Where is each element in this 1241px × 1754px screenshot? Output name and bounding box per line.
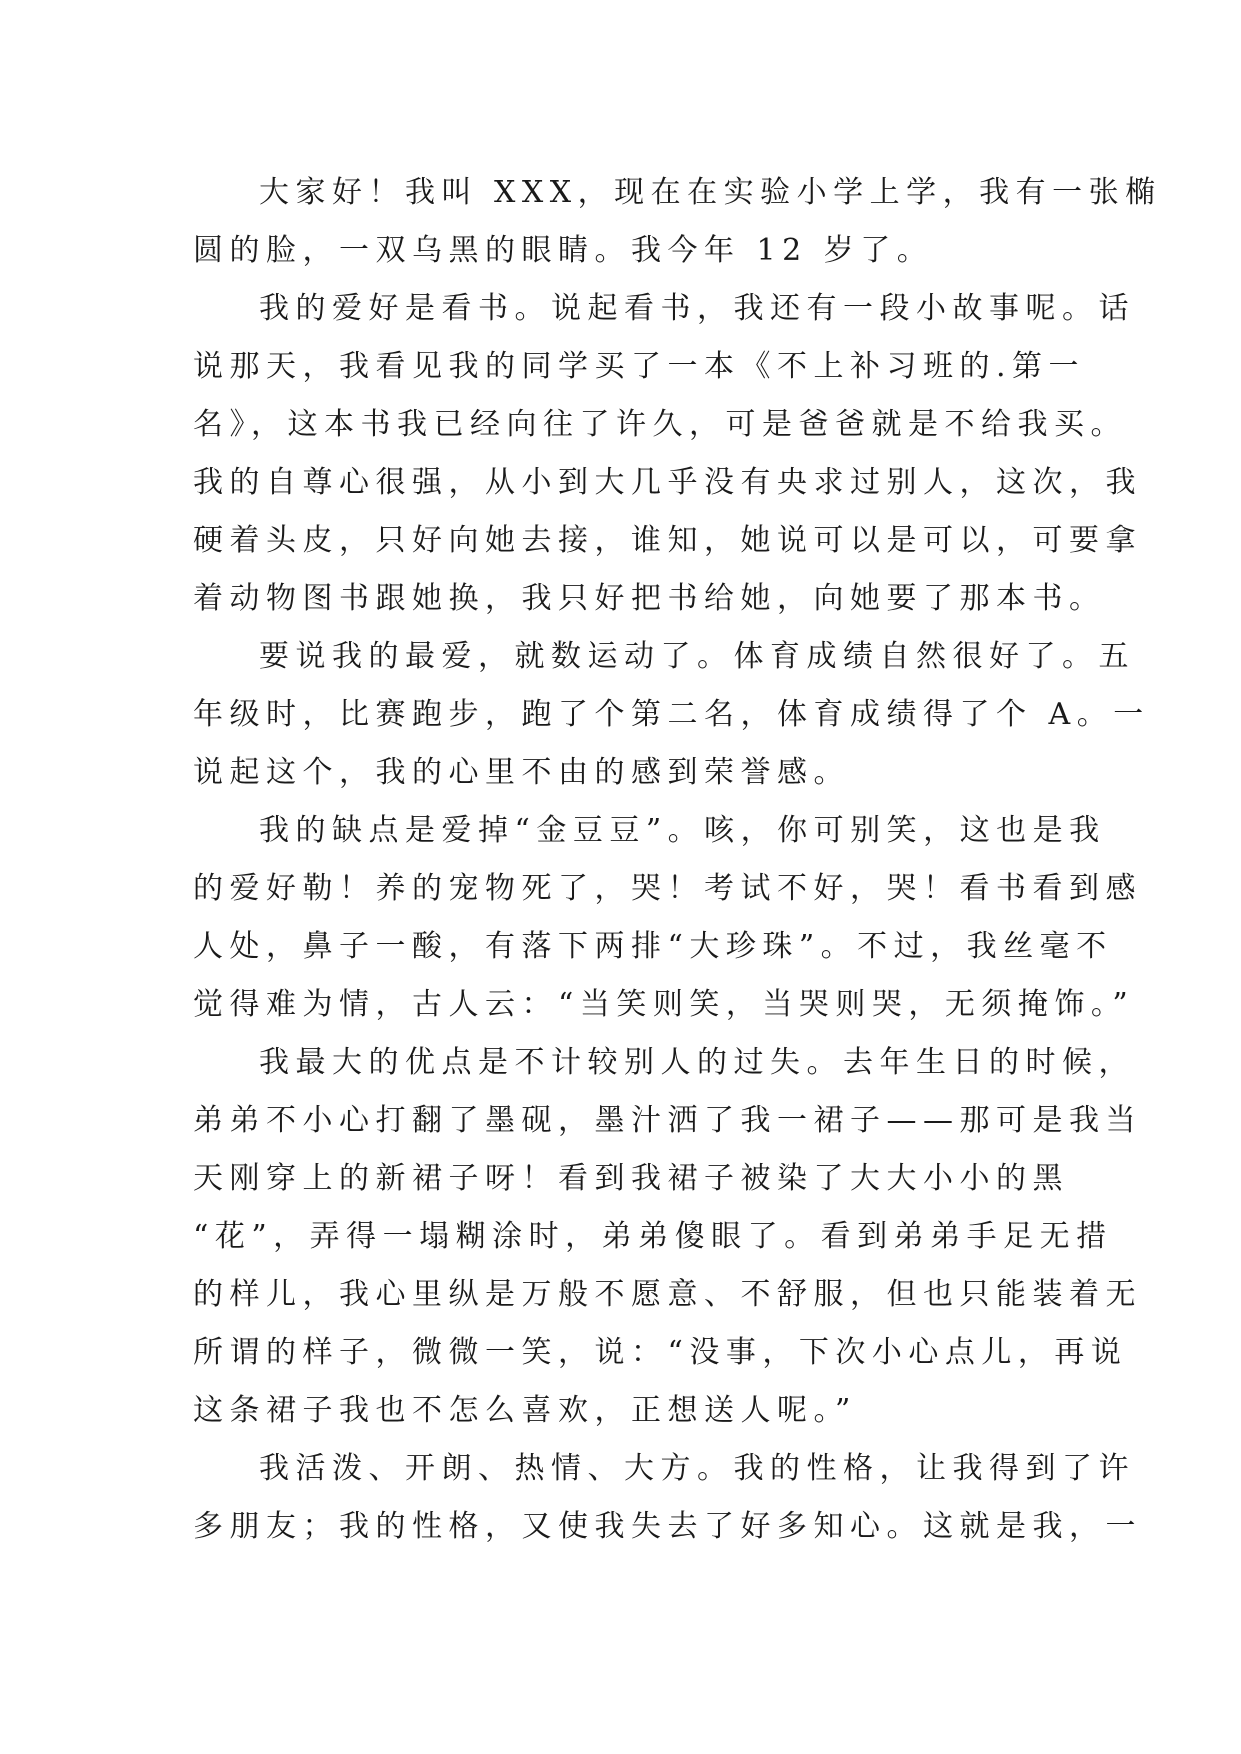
paragraph-2 bbox=[193, 280, 1142, 628]
paragraph-1 bbox=[193, 164, 1162, 280]
text-line: 的样儿，我心里纵是万般不愿意、不舒服，但也只能装着无 bbox=[193, 1277, 1142, 1312]
text-line: 大家好！我叫 XXX，现在在实验小学上学，我有一张椭 bbox=[259, 175, 1162, 210]
text-line: 我的爱好是看书。说起看书，我还有一段小故事呢。话 bbox=[259, 291, 1135, 326]
text-line: 所谓的样子，微微一笑，说：“没事，下次小心点儿，再说 bbox=[193, 1335, 1128, 1370]
text-line: 我最大的优点是不计较别人的过失。去年生日的时候， bbox=[259, 1045, 1135, 1080]
document-body bbox=[193, 164, 1162, 1556]
text-line: 我的缺点是爱掉“金豆豆”。咳，你可别笑，这也是我 bbox=[259, 813, 1106, 848]
text-line: 我活泼、开朗、热情、大方。我的性格，让我得到了许 bbox=[259, 1451, 1135, 1486]
text-line: 要说我的最爱，就数运动了。体育成绩自然很好了。五 bbox=[259, 639, 1135, 674]
text-line: 天刚穿上的新裙子呀！看到我裙子被染了大大小小的黑 bbox=[193, 1161, 1069, 1196]
text-line: 圆的脸，一双乌黑的眼睛。我今年 12 岁了。 bbox=[193, 233, 934, 268]
text-line: 弟弟不小心打翻了墨砚，墨汁洒了我一裙子——那可是我当 bbox=[193, 1103, 1142, 1138]
paragraph-6 bbox=[193, 1440, 1142, 1556]
paragraph-4 bbox=[193, 802, 1142, 1034]
text-line: 人处，鼻子一酸，有落下两排“大珍珠”。不过，我丝毫不 bbox=[193, 929, 1113, 964]
text-line: 我的自尊心很强，从小到大几乎没有央求过别人，这次，我 bbox=[193, 465, 1142, 500]
text-line: 觉得难为情，古人云：“当笑则笑，当哭则哭，无须掩饰。” bbox=[193, 987, 1135, 1022]
text-line: 年级时，比赛跑步，跑了个第二名，体育成绩得了个 A。一 bbox=[193, 697, 1150, 732]
text-line: 着动物图书跟她换，我只好把书给她，向她要了那本书。 bbox=[193, 581, 1106, 616]
text-line: 这条裙子我也不怎么喜欢，正想送人呢。” bbox=[193, 1393, 857, 1428]
text-line: 的爱好勒！养的宠物死了，哭！考试不好，哭！看书看到感 bbox=[193, 871, 1142, 906]
text-line: 硬着头皮，只好向她去接，谁知，她说可以是可以，可要拿 bbox=[193, 523, 1142, 558]
paragraph-3 bbox=[193, 628, 1150, 802]
text-line: 多朋友；我的性格，又使我失去了好多知心。这就是我，一 bbox=[193, 1509, 1142, 1544]
text-line: 名》，这本书我已经向往了许久，可是爸爸就是不给我买。 bbox=[193, 407, 1127, 442]
text-line: 说起这个，我的心里不由的感到荣誉感。 bbox=[193, 755, 850, 790]
text-line: 说那天，我看见我的同学买了一本《不上补习班的.第一 bbox=[193, 349, 1086, 384]
paragraph-5 bbox=[193, 1034, 1142, 1440]
text-line: “花”，弄得一塌糊涂时，弟弟傻眼了。看到弟弟手足无措 bbox=[193, 1219, 1113, 1254]
